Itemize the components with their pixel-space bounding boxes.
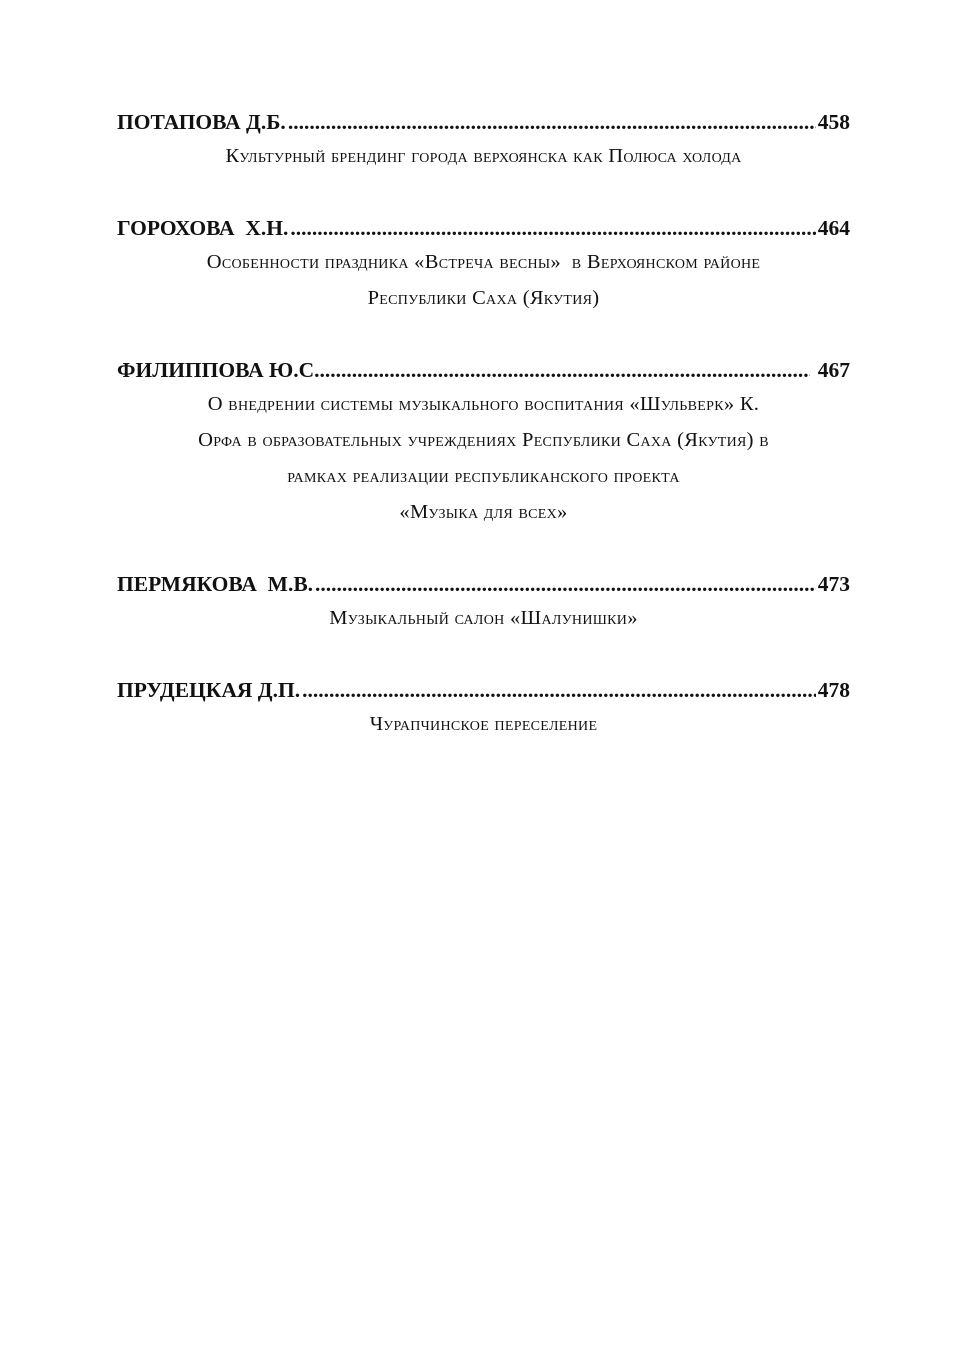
- toc-title-line: О внедрении системы музыкального воспитания «Шульверк» К.: [207, 393, 760, 415]
- toc-entry-heading: [117, 674, 850, 706]
- toc-page-number: 464: [817, 216, 850, 240]
- toc-article-title: [117, 244, 850, 316]
- toc-page-number: 473: [817, 572, 850, 596]
- toc-title-line: Чурапчинское переселение: [369, 713, 598, 735]
- toc-title-line: Орфа в образовательных учреждениях Республики Саха (Якутия) в: [198, 429, 769, 451]
- toc-article-title: [117, 386, 850, 530]
- toc-title-line: Музыкальный салон «Шалунишки»: [329, 607, 638, 629]
- toc-entry: [117, 354, 850, 530]
- toc-author: ГОРОХОВА Х.Н.: [117, 216, 289, 240]
- toc-entry-heading: [117, 212, 850, 244]
- toc-leader-dots: [315, 568, 816, 600]
- toc-author: ПРУДЕЦКАЯ Д.П.: [117, 678, 301, 702]
- toc-article-title: [117, 138, 850, 174]
- toc-leader-dots: [288, 106, 816, 138]
- toc-author: ФИЛИППОВА Ю.С: [117, 358, 315, 382]
- toc-entry: [117, 212, 850, 316]
- table-of-contents: [117, 106, 850, 780]
- toc-title-line: Особенности праздника «Встреча весны» в Верхоянском районе: [206, 251, 761, 273]
- toc-leader-dots: [302, 674, 816, 706]
- toc-entry-heading: [117, 106, 850, 138]
- toc-title-line: Республики Саха (Якутия): [367, 287, 600, 309]
- toc-title-line: Культурный брендинг города верхоянска как Полюса холода: [225, 145, 742, 167]
- toc-title-line: рамках реализации республиканского проекта: [287, 465, 680, 487]
- toc-title-line: «Музыка для всех»: [399, 501, 568, 523]
- toc-leader-dots: [314, 354, 810, 386]
- toc-article-title: [117, 600, 850, 636]
- toc-entry: [117, 106, 850, 174]
- toc-page-number: 458: [817, 110, 850, 134]
- toc-author: ПЕРМЯКОВА М.В.: [117, 572, 314, 596]
- toc-leader-dots: [290, 212, 815, 244]
- toc-entry: [117, 674, 850, 742]
- toc-article-title: [117, 706, 850, 742]
- toc-page-number: 467: [812, 358, 850, 382]
- toc-entry-heading: [117, 354, 850, 386]
- toc-entry-heading: [117, 568, 850, 600]
- toc-page-number: 478: [817, 678, 850, 702]
- toc-author: ПОТАПОВА Д.Б.: [117, 110, 286, 134]
- toc-entry: [117, 568, 850, 636]
